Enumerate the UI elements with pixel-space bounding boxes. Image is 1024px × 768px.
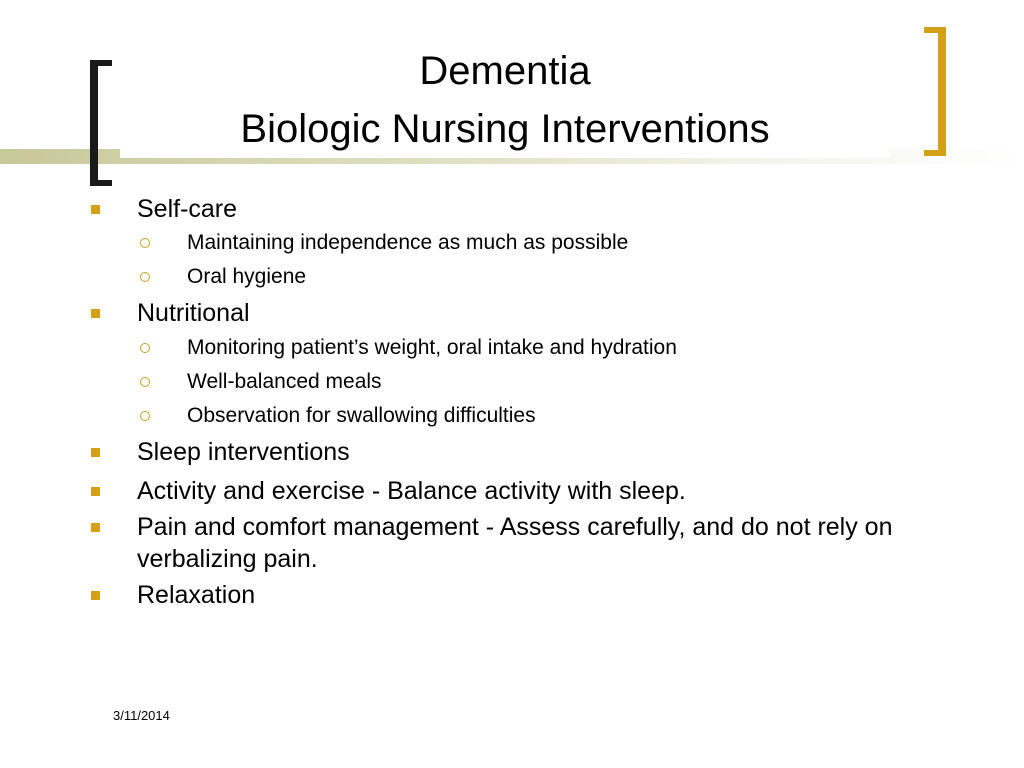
- list-subitem-text: Oral hygiene: [187, 265, 307, 288]
- circle-bullet-icon: [140, 238, 150, 248]
- list-item-text: Nutritional: [137, 299, 250, 327]
- list-subitem-text: Maintaining independence as much as possible: [187, 231, 629, 254]
- right-bracket-decoration: [924, 27, 946, 156]
- list-item-text: Activity and exercise - Balance activity with sleep.: [137, 477, 686, 505]
- left-bracket-decoration: [90, 60, 112, 186]
- title-line-1: Dementia: [419, 49, 591, 93]
- list-item-text: Self-care: [137, 195, 238, 223]
- slide-title: [120, 42, 890, 158]
- footer-date: 3/11/2014: [113, 708, 170, 723]
- list-item-text: Sleep interventions: [137, 438, 350, 466]
- circle-bullet-icon: [140, 343, 150, 353]
- list-subitem-text: Well-balanced meals: [187, 370, 382, 393]
- circle-bullet-icon: [140, 272, 150, 282]
- square-bullet-icon: [91, 309, 100, 318]
- list-item-text: Relaxation: [137, 581, 256, 609]
- square-bullet-icon: [91, 487, 100, 496]
- circle-bullet-icon: [140, 377, 150, 387]
- list-item-text: Pain and comfort management - Assess carefully, and do not rely on verbalizing pain.: [137, 513, 893, 573]
- square-bullet-icon: [91, 523, 100, 532]
- list-subitem-text: Observation for swallowing difficulties: [187, 404, 536, 427]
- list-subitem-text: Monitoring patient’s weight, oral intake and hydration: [187, 336, 677, 359]
- title-line-2: Biologic Nursing Interventions: [240, 107, 770, 151]
- square-bullet-icon: [91, 591, 100, 600]
- circle-bullet-icon: [140, 411, 150, 421]
- square-bullet-icon: [91, 448, 100, 457]
- square-bullet-icon: [91, 205, 100, 214]
